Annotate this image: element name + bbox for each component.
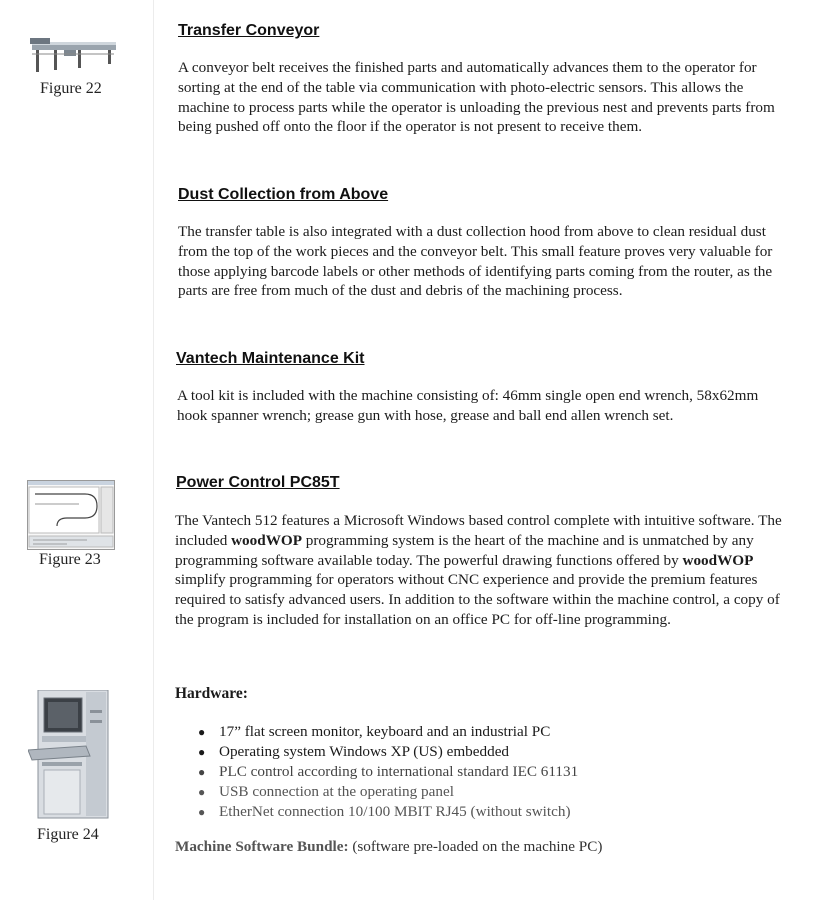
hardware-item: ● 17” flat screen monitor, keyboard and an industrial PC: [198, 722, 578, 742]
hardware-list: [198, 722, 578, 822]
woodwop-name: woodWOP: [231, 531, 302, 549]
power-control-heading: Power Control PC85T: [176, 474, 340, 491]
transfer-conveyor-heading: Transfer Conveyor: [178, 22, 320, 39]
figure-23-caption: Figure 23: [39, 551, 101, 568]
conveyor-figure-image: [28, 34, 118, 76]
figure-22-caption: Figure 22: [40, 80, 102, 97]
software-bundle-text: (software pre-loaded on the machine PC): [352, 838, 603, 855]
power-control-text-part-2: programming system is the heart of the machine and is unmatched by any programming software available today. The powerful drawing functions offered by: [175, 531, 754, 569]
hardware-item: ● EtherNet connection 10/100 MBIT RJ45 (without switch): [198, 802, 578, 822]
dust-collection-heading: Dust Collection from Above: [178, 186, 389, 203]
power-control-text-part-3: simplify programming for operators without CNC experience and provide the premium features required to satisfy advanced users. In addition to the software within the machine control, a copy of the program is included for installation on an office PC for off-line programming.: [175, 571, 780, 628]
dust-collection-text: The transfer table is also integrated with a dust collection hood from above to clean residual dust from the top of the work pieces and the conveyor belt. This small feature proves very valuable for those applying barcode labels or other methods of identifying parts coming from the router, as the parts are free from much of the dust and debris of the machining process.: [178, 223, 773, 300]
software-bundle-line: [175, 838, 602, 856]
hardware-item: ● PLC control according to international standard IEC 61131: [198, 762, 578, 782]
figure-24-caption: Figure 24: [37, 826, 99, 843]
hardware-item: ● Operating system Windows XP (US) embedded: [198, 742, 578, 762]
woodwop-name: woodWOP: [682, 551, 754, 569]
maintenance-kit-heading: Vantech Maintenance Kit: [176, 350, 365, 367]
transfer-conveyor-text: A conveyor belt receives the finished parts and automatically advances them to the operator for sorting at the end of the table via communication with photo-electric sensors. This allows the machine to process parts while the operator is unloading the previous nest and prevents parts from being pushed off onto the floor if the operator is not present to receive them.: [178, 59, 775, 136]
power-control-text-part-1: The Vantech 512 features a Microsoft Windows based control complete with intuitive software. The included: [175, 512, 782, 549]
power-control-text: [175, 511, 790, 630]
hardware-item: ● USB connection at the operating panel: [198, 782, 578, 802]
software-bundle-label: Machine Software Bundle:: [175, 838, 349, 855]
margin-rule: [153, 0, 154, 900]
software-screenshot-figure-image: [27, 480, 115, 550]
maintenance-kit-text: A tool kit is included with the machine consisting of: 46mm single open end wrench, 58x62mm hook spanner wrench; grease gun with hose, grease and ball end allen wrench set.: [177, 387, 759, 424]
control-cabinet-figure-image: [28, 690, 114, 820]
hardware-title: Hardware:: [175, 685, 248, 702]
